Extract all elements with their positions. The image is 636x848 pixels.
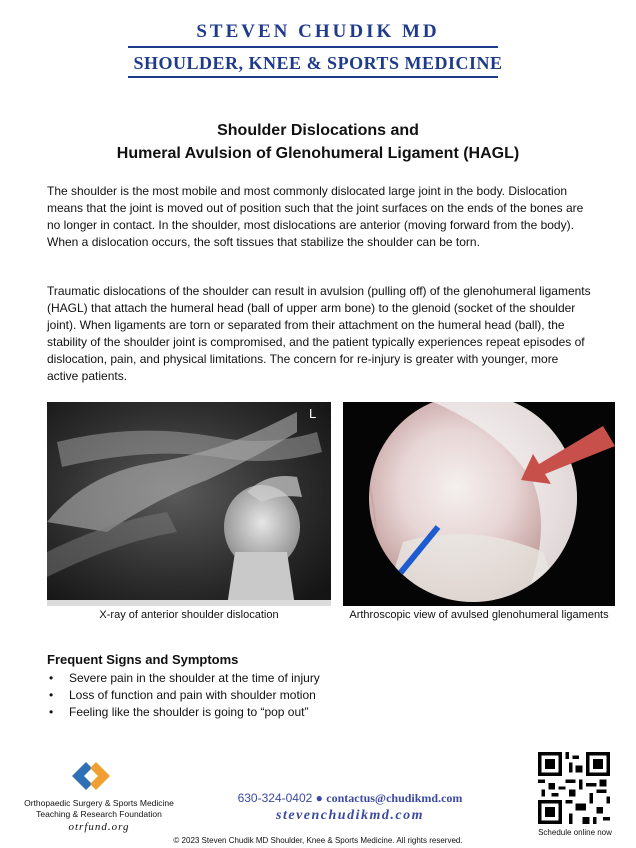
list-item <box>47 687 320 704</box>
signs-heading: Frequent Signs and Symptoms <box>47 652 239 667</box>
website-link[interactable]: stevenchudikmd.com <box>276 808 424 823</box>
qr-caption: Schedule online now <box>538 828 612 837</box>
letterhead <box>0 20 636 74</box>
list-item <box>47 704 320 721</box>
brand-subtitle: SHOULDER, KNEE & SPORTS MEDICINE <box>133 53 503 73</box>
contact-block <box>210 790 490 824</box>
bullet-glyph: • <box>49 671 54 685</box>
otrf-logo-icon <box>68 760 114 792</box>
bullet-glyph: • <box>49 705 54 719</box>
xray-caption: X-ray of anterior shoulder dislocation <box>99 609 279 621</box>
foundation-name-line-2: Teaching & Research Foundation <box>36 809 162 819</box>
hagl-paragraph: Traumatic dislocations of the shoulder can result in avulsion (pulling off) of the glenohumeral ligaments (HAGL) that attach the humeral head (ball of upper arm bone) to the glenoid (socket of the shoulder joint). When ligaments are torn or separated from their attachment on the humeral head (ball), the stability of the shoulder joint is compromised, and the patient typically experiences repeat episodes of dislocation, pain, and physical limitations. The concern for re-injury is greater with younger, more active patients. <box>47 284 591 383</box>
signs-list <box>47 670 320 721</box>
list-item <box>47 670 320 687</box>
list-item-text: Severe pain in the shoulder at the time of injury <box>69 671 320 685</box>
xray-image <box>47 402 331 606</box>
title-line-1: Shoulder Dislocations and <box>217 122 419 139</box>
copyright-notice: © 2023 Steven Chudik MD Shoulder, Knee & Sports Medicine. All rights reserved. <box>173 836 463 845</box>
header-rule-top <box>128 46 498 48</box>
list-item-text: Loss of function and pain with shoulder motion <box>69 688 316 702</box>
phone-number[interactable]: 630-324-0402 <box>237 791 313 805</box>
foundation-block <box>10 798 188 833</box>
header-rule-bottom <box>128 76 498 78</box>
list-item-text: Feeling like the shoulder is going to “pop out” <box>69 705 309 719</box>
separator-dot: ● <box>315 791 323 805</box>
email-link[interactable]: contactus@chudikmd.com <box>326 791 463 805</box>
intro-paragraph: The shoulder is the most mobile and most commonly dislocated large joint in the body. Dislocation means that the joint is moved out of position such that the joint surfaces on the ends of the bones are no longer in contact. In the shoulder, most dislocations are anterior (moving forward from the body). When a dislocation occurs, the soft tissues that stabilize the shoulder can be torn. <box>47 184 584 249</box>
xray-side-marker: L <box>309 406 317 421</box>
foundation-website-link[interactable]: otrfund.org <box>68 821 130 833</box>
page-title <box>0 119 636 165</box>
foundation-name-line-1: Orthopaedic Surgery & Sports Medicine <box>24 798 174 808</box>
qr-code-icon[interactable] <box>538 752 610 824</box>
arthroscopic-image <box>343 402 615 606</box>
brand-name: STEVEN CHUDIK MD <box>196 21 440 42</box>
title-line-2: Humeral Avulsion of Glenohumeral Ligament (HAGL) <box>116 145 520 162</box>
arthroscopic-caption: Arthroscopic view of avulsed glenohumeral ligaments <box>349 609 609 621</box>
bullet-glyph: • <box>49 688 54 702</box>
